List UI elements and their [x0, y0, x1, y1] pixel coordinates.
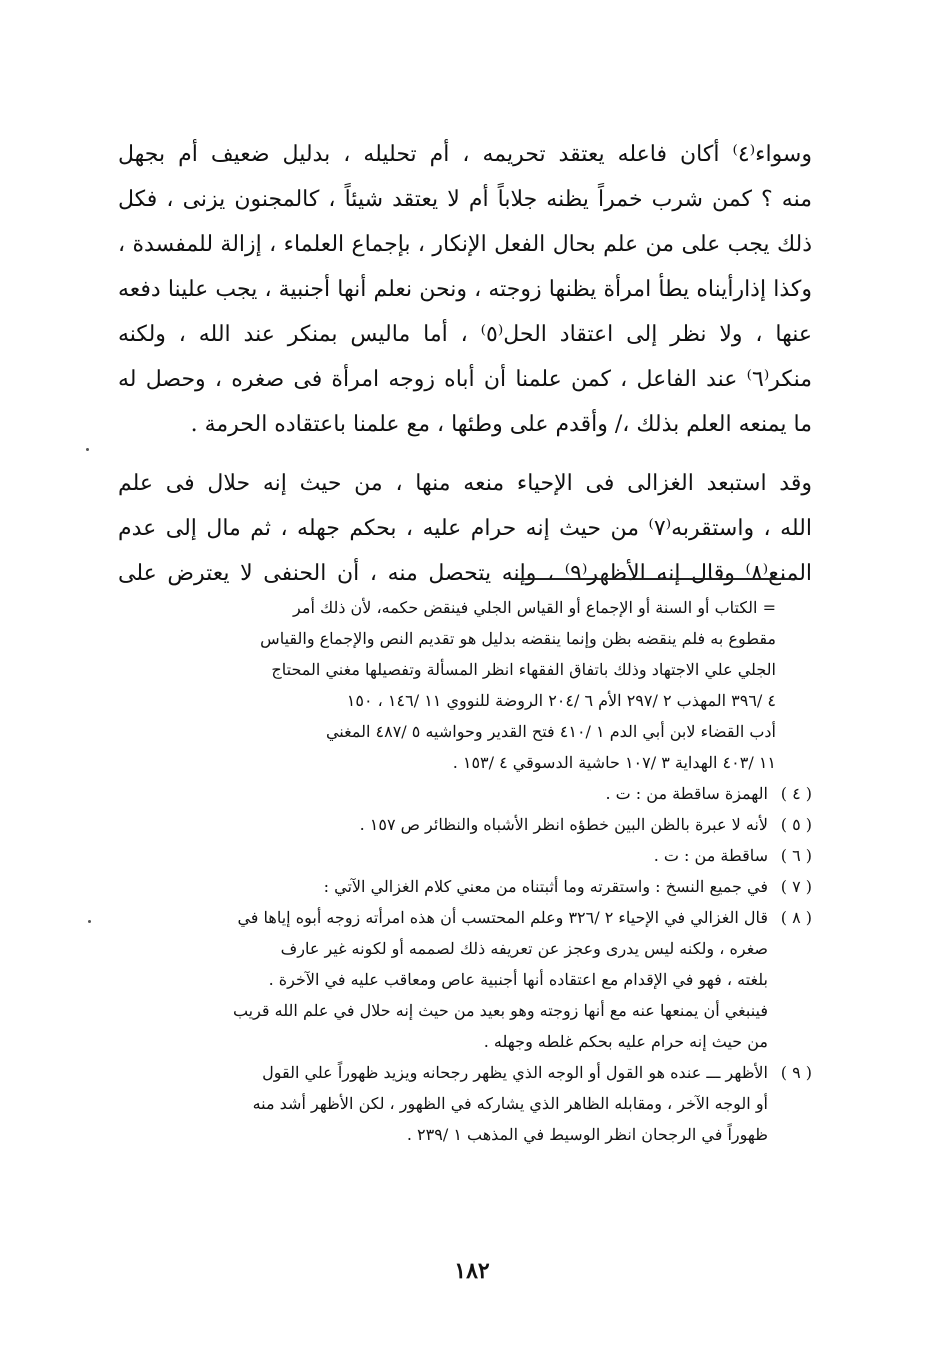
footnote-continuation: [118, 592, 812, 778]
footnote-number: ( ٨ ): [780, 908, 812, 927]
footnote-9: [118, 1057, 812, 1150]
footnote-body: [118, 840, 768, 871]
text-line: وكذا إذارأيناه يطأ امرأة يظنها زوجته ، ونحن نعلم أنها أجنبية ، يجب علينا دفعه: [118, 277, 812, 302]
main-text: [118, 132, 812, 596]
footnote-line: صغره ، ولكنه ليس يدرى وعجز عن تعريفه ذلك لصممه أو لكونه غير عارف: [280, 939, 768, 958]
footnote-4: [118, 778, 812, 809]
paragraph: [118, 461, 812, 596]
footnote-separator: [514, 578, 794, 580]
paragraph: [118, 132, 812, 447]
text-line: الله ، واستقربه⁽٧⁾ من حيث إنه حرام عليه ، بحكم جهله ، ثم مال إلى عدم: [118, 516, 812, 541]
footnote-line: فينبغي أن يمنعها عنه مع أنها زوجته وهو بعيد من حيث إنه حلال في علم الله قريب: [232, 1001, 768, 1020]
footnote-body: [118, 809, 768, 840]
footnote-line: ١١ /٤٠٣ الهداية ٣ /١٠٧ حاشية الدسوقي ٤ /١٥٣ .: [452, 753, 776, 772]
footnote-6: [118, 840, 812, 871]
footnote-body: [118, 871, 768, 902]
text-line: ما يمنعه العلم بذلك ،/ وأقدم على وطئها ، مع علمنا باعتقاده الحرمة .: [190, 412, 812, 437]
scan-speck: [86, 448, 89, 451]
footnote-line: أدب القضاء لابن أبي الدم ١ /٤١٠ فتح القدير وحواشيه ٥ /٤٨٧ المغني: [325, 722, 776, 741]
text-line: المنع⁽٨⁾ وقال إنه الأظهر⁽٩⁾ ، وإنه يتحصل منه ، أن الحنفى لا يعترض على: [118, 561, 813, 586]
footnote-line: الأظهر ـــ عنده هو القول أو الوجه الذي يظهر رجحانه ويزيد ظهوراً علي القول: [262, 1063, 768, 1082]
text-line: منكر⁽٦⁾ عند الفاعل ، كمن علمنا أن أباه زوجه امرأة فى صغره ، وحصل له: [118, 367, 812, 392]
footnote-number: ( ٧ ): [780, 877, 812, 896]
footnotes: [118, 592, 812, 1150]
scan-speck: [88, 920, 91, 923]
footnote-line: الجلي علي الاجتهاد وذلك باتفاق الفقهاء انظر المسألة وتفصيلها مغني المحتاج: [271, 660, 776, 679]
footnote-line: ظهوراً في الرجحان انظر الوسيط في المذهب ١ /٢٣٩ .: [406, 1125, 768, 1144]
footnote-line: في جميع النسخ : واستقرته وما أثبتناه من معني كلام الغزالي الآتي :: [323, 877, 768, 896]
text-line: ذلك يجب على من علم بحال الفعل الإنكار ، بإجماع العلماء ، إزالة للمفسدة ،: [118, 232, 812, 257]
footnote-5: [118, 809, 812, 840]
footnote-line: بلغته ، فهو في الإقدام مع اعتقاده أنها أجنبية عاص ومعاقب عليه في الآخرة .: [268, 970, 768, 989]
text-line: وسواء⁽٤⁾ أكان فاعله يعتقد تحريمه ، أم تحليله ، بدليل ضعيف أم بجهل: [118, 142, 812, 167]
footnote-number: ( ٦ ): [780, 846, 812, 865]
footnote-line: ساقطة من : ت .: [653, 846, 768, 865]
text-line: وقد استبعد الغزالى فى الإحياء منعه منها ، من حيث إنه حلال فى علم: [118, 471, 812, 496]
text-line: عنها ، ولا نظر إلى اعتقاد الحل⁽٥⁾ ، أما ماليس بمنكر عند الله ، ولكنه: [118, 322, 812, 347]
footnote-7: [118, 871, 812, 902]
footnote-line: لأنه لا عبرة بالظن البين خطؤه انظر الأشباه والنظائر ص ١٥٧ .: [359, 815, 768, 834]
footnote-line: أو الوجه الآخر ، ومقابله الظاهر الذي يشاركه في الظهور ، لكن الأظهر أشد منه: [252, 1094, 768, 1113]
footnote-8: [118, 902, 812, 1057]
footnote-line: من حيث إنه حرام عليه بحكم غلطه وجهله .: [483, 1032, 768, 1051]
footnote-number: ( ٥ ): [780, 815, 812, 834]
footnote-line: = الكتاب أو السنة أو الإجماع أو القياس الجلي فينقض حكمه، لأن ذلك أمر: [293, 598, 776, 617]
footnote-number: ( ٩ ): [780, 1063, 812, 1082]
footnote-body: [118, 902, 768, 1057]
footnote-body: [118, 1057, 768, 1150]
footnote-body: [118, 778, 768, 809]
footnote-number: ( ٤ ): [780, 784, 812, 803]
page-number: ١٨٢: [454, 1258, 490, 1284]
footnote-line: مقطوع به فلم ينقضه بظن وإنما ينقضه بدليل هو تقديم النص والإجماع والقياس: [260, 629, 776, 648]
text-line: منه ؟ كمن شرب خمراً يظنه جلاباً أم لا يعتقد شيئاً ، كالمجنون يزنى ، فكل: [118, 187, 812, 212]
footnote-line: الهمزة ساقطة من : ت .: [605, 784, 768, 803]
footnote-line: قال الغزالي في الإحياء ٢ /٣٢٦ وعلم المحتسب أن هذه امرأته زوجه أبوه إياها في: [237, 908, 768, 927]
footnote-line: ٤ /٣٩٦ المهذب ٢ /٢٩٧ الأم ٦ /٢٠٤ الروضة للنووي ١١ /١٤٦ ، ١٥٠: [346, 691, 776, 710]
paragraph-gap: [118, 447, 812, 461]
